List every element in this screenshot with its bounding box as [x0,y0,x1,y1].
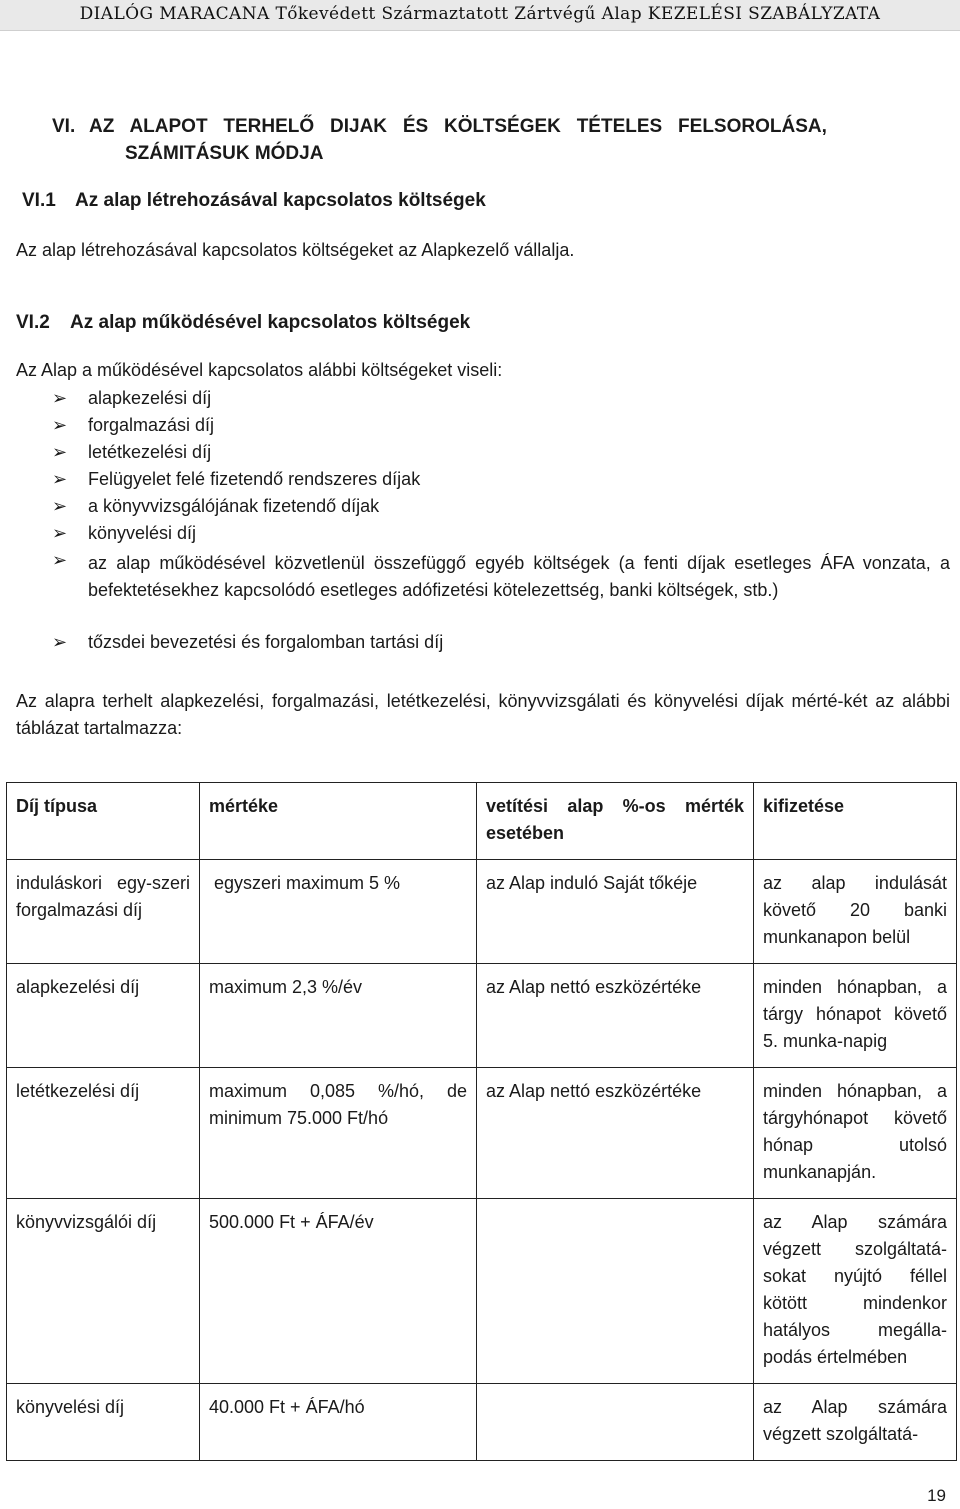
list-item: alapkezelési díj [88,388,212,408]
table-cell: az Alap számára végzett szolgáltatá-sokat nyújtó féllel kötött mindenkor hatályos megálla-podás értelmében [754,1199,957,1384]
subsection-2-title: Az alap működésével kapcsolatos költségek [70,312,471,333]
table-row [7,1384,957,1461]
table-cell: alapkezelési díj [7,964,200,1068]
arrow-bullet-icon: ➢ [52,632,68,652]
header-fee-type: Díj típusa [7,783,200,860]
header-rate: mértéke [200,783,477,860]
table-cell: könyvelési díj [7,1384,200,1461]
running-header-title: DIALÓG MARACANA Tőkevédett Származtatott Zártvégű Alap KEZELÉSI SZABÁLYZATA [79,4,881,24]
table-cell: minden hónapban, a tárgy hónapot követő 5. munka-napig [754,964,957,1068]
table-cell [477,1384,754,1461]
table-row [7,1199,957,1384]
list-item: tőzsdei bevezetési és forgalomban tartási díj [88,632,444,652]
arrow-bullet-icon: ➢ [52,469,68,489]
table-cell: minden hónapban, a tárgyhónapot követő hónap utolsó munkanapján. [754,1068,957,1199]
subsection-1-number: VI.1 [22,190,56,211]
subsection-1-text: Az alap létrehozásával kapcsolatos költségeket az Alapkezelő vállalja. [16,240,575,260]
arrow-bullet-icon: ➢ [52,442,68,462]
list-item: forgalmazási díj [88,415,215,435]
section-title-line2: SZÁMITÁSUK MÓDJA [125,143,324,164]
table-cell [477,1199,754,1384]
table-cell: az Alap nettó eszközértéke [477,1068,754,1199]
page-number: 19 [927,1486,946,1505]
table-cell: maximum 2,3 %/év [200,964,477,1068]
arrow-bullet-icon: ➢ [52,415,68,435]
list-item: a könyvvizsgálójának fizetendő díjak [88,496,380,516]
table-cell: az Alap induló Saját tőkéje [477,860,754,964]
table-cell: 40.000 Ft + ÁFA/hó [200,1384,477,1461]
table-cell: az Alap számára végzett szolgáltatá- [754,1384,957,1461]
table-cell: egyszeri maximum 5 % [200,860,477,964]
table-cell: 500.000 Ft + ÁFA/év [200,1199,477,1384]
list-item: Felügyelet felé fizetendő rendszeres díjak [88,469,421,489]
list-item: az alap működésével közvetlenül összefüggő egyéb költségek (a fenti díjak esetleges ÁFA vonzata, a befektetésekhez kapcsolódó esetleges adófizetési kötelezettség, banki költségek, stb.) [88,553,950,600]
table-row [7,860,957,964]
table-header-row [7,783,957,860]
subsection-2-number: VI.2 [16,312,50,333]
fee-table [6,782,957,1461]
table-intro: Az alapra terhelt alapkezelési, forgalmazási, letétkezelési, könyvvizsgálati és könyvelési díjak mérté-két az alábbi táblázat tartalmazza: [16,691,950,738]
running-header [0,0,960,31]
arrow-bullet-icon: ➢ [52,496,68,516]
subsection-2-intro: Az Alap a működésével kapcsolatos alábbi költségeket viseli: [16,360,503,380]
header-payment: kifizetése [754,783,957,860]
table-cell: könyvvizsgálói díj [7,1199,200,1384]
table-cell: az Alap nettó eszközértéke [477,964,754,1068]
arrow-bullet-icon: ➢ [52,550,68,570]
subsection-1-title: Az alap létrehozásával kapcsolatos költségek [75,190,486,211]
list-item: letétkezelési díj [88,442,212,462]
list-item: könyvelési díj [88,523,197,543]
section-number: VI. [52,116,76,137]
table-cell: induláskori egy-szeri forgalmazási díj [7,860,200,964]
table-row [7,1068,957,1199]
arrow-bullet-icon: ➢ [52,523,68,543]
table-row [7,964,957,1068]
table-cell: letétkezelési díj [7,1068,200,1199]
header-base: vetítési alap %-os mérték esetében [477,783,754,860]
section-title-line1: AZ ALAPOT TERHELŐ DIJAK ÉS KÖLTSÉGEK TÉTELES FELSOROLÁSA, [89,116,827,137]
table-cell: maximum 0,085 %/hó, de minimum 75.000 Ft/hó [200,1068,477,1199]
table-cell: az alap indulását követő 20 banki munkanapon belül [754,860,957,964]
arrow-bullet-icon: ➢ [52,388,68,408]
